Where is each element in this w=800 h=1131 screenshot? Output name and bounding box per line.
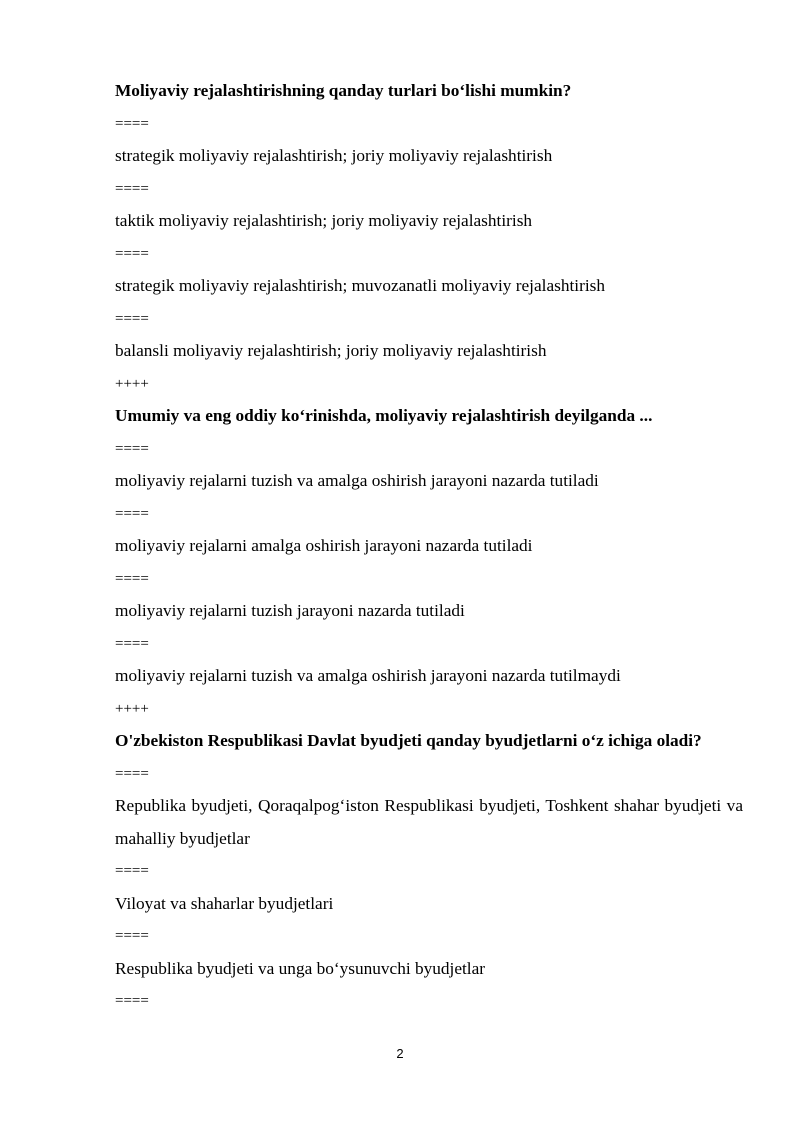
question-1: Moliyaviy rejalashtirishning qanday turlari bo‘lishi mumkin?: [115, 81, 572, 100]
answer-3-1: Republika byudjeti, Qoraqalpog‘iston Respublikasi byudjeti, Toshkent shahar byudjeti va mahalliy byudjetlar: [115, 796, 743, 848]
page-number: 2: [396, 1046, 404, 1061]
separator: ====: [115, 863, 149, 879]
question-3: O'zbekiston Respublikasi Davlat byudjeti qanday byudjetlarni o‘z ichiga oladi?: [115, 731, 702, 750]
answer-1-3: strategik moliyaviy rejalashtirish; muvozanatli moliyaviy rejalashtirish: [115, 276, 606, 295]
separator: ====: [115, 245, 149, 262]
separator: ====: [115, 310, 149, 327]
separator: ====: [115, 635, 149, 652]
separator: ====: [115, 570, 149, 587]
separator: ====: [115, 115, 149, 132]
separator: ====: [115, 765, 149, 782]
separator: ====: [115, 440, 149, 457]
end-marker: ++++: [115, 375, 149, 392]
answer-2-4: moliyaviy rejalarni tuzish va amalga oshirish jarayoni nazarda tutilmaydi: [115, 666, 621, 685]
question-2: Umumiy va eng oddiy ko‘rinishda, moliyaviy rejalashtirish deyilganda ...: [115, 406, 653, 425]
document-page: [115, 75, 743, 1018]
answer-1-4: balansli moliyaviy rejalashtirish; joriy moliyaviy rejalashtirish: [115, 341, 547, 360]
answer-2-1: moliyaviy rejalarni tuzish va amalga oshirish jarayoni nazarda tutiladi: [115, 471, 599, 490]
answer-2-2: moliyaviy rejalarni amalga oshirish jarayoni nazarda tutiladi: [115, 536, 533, 555]
trailing-separator: ====: [115, 993, 149, 1009]
answer-1-1: strategik moliyaviy rejalashtirish; joriy moliyaviy rejalashtirish: [115, 146, 553, 165]
end-marker: ++++: [115, 700, 149, 717]
answer-3-3: Respublika byudjeti va unga bo‘ysunuvchi byudjetlar: [115, 958, 486, 978]
answer-2-3: moliyaviy rejalarni tuzish jarayoni nazarda tutiladi: [115, 601, 465, 620]
separator: ====: [115, 928, 149, 944]
separator: ====: [115, 505, 149, 522]
separator: ====: [115, 180, 149, 197]
answer-1-2: taktik moliyaviy rejalashtirish; joriy moliyaviy rejalashtirish: [115, 211, 533, 230]
answer-3-2: Viloyat va shaharlar byudjetlari: [115, 893, 334, 913]
